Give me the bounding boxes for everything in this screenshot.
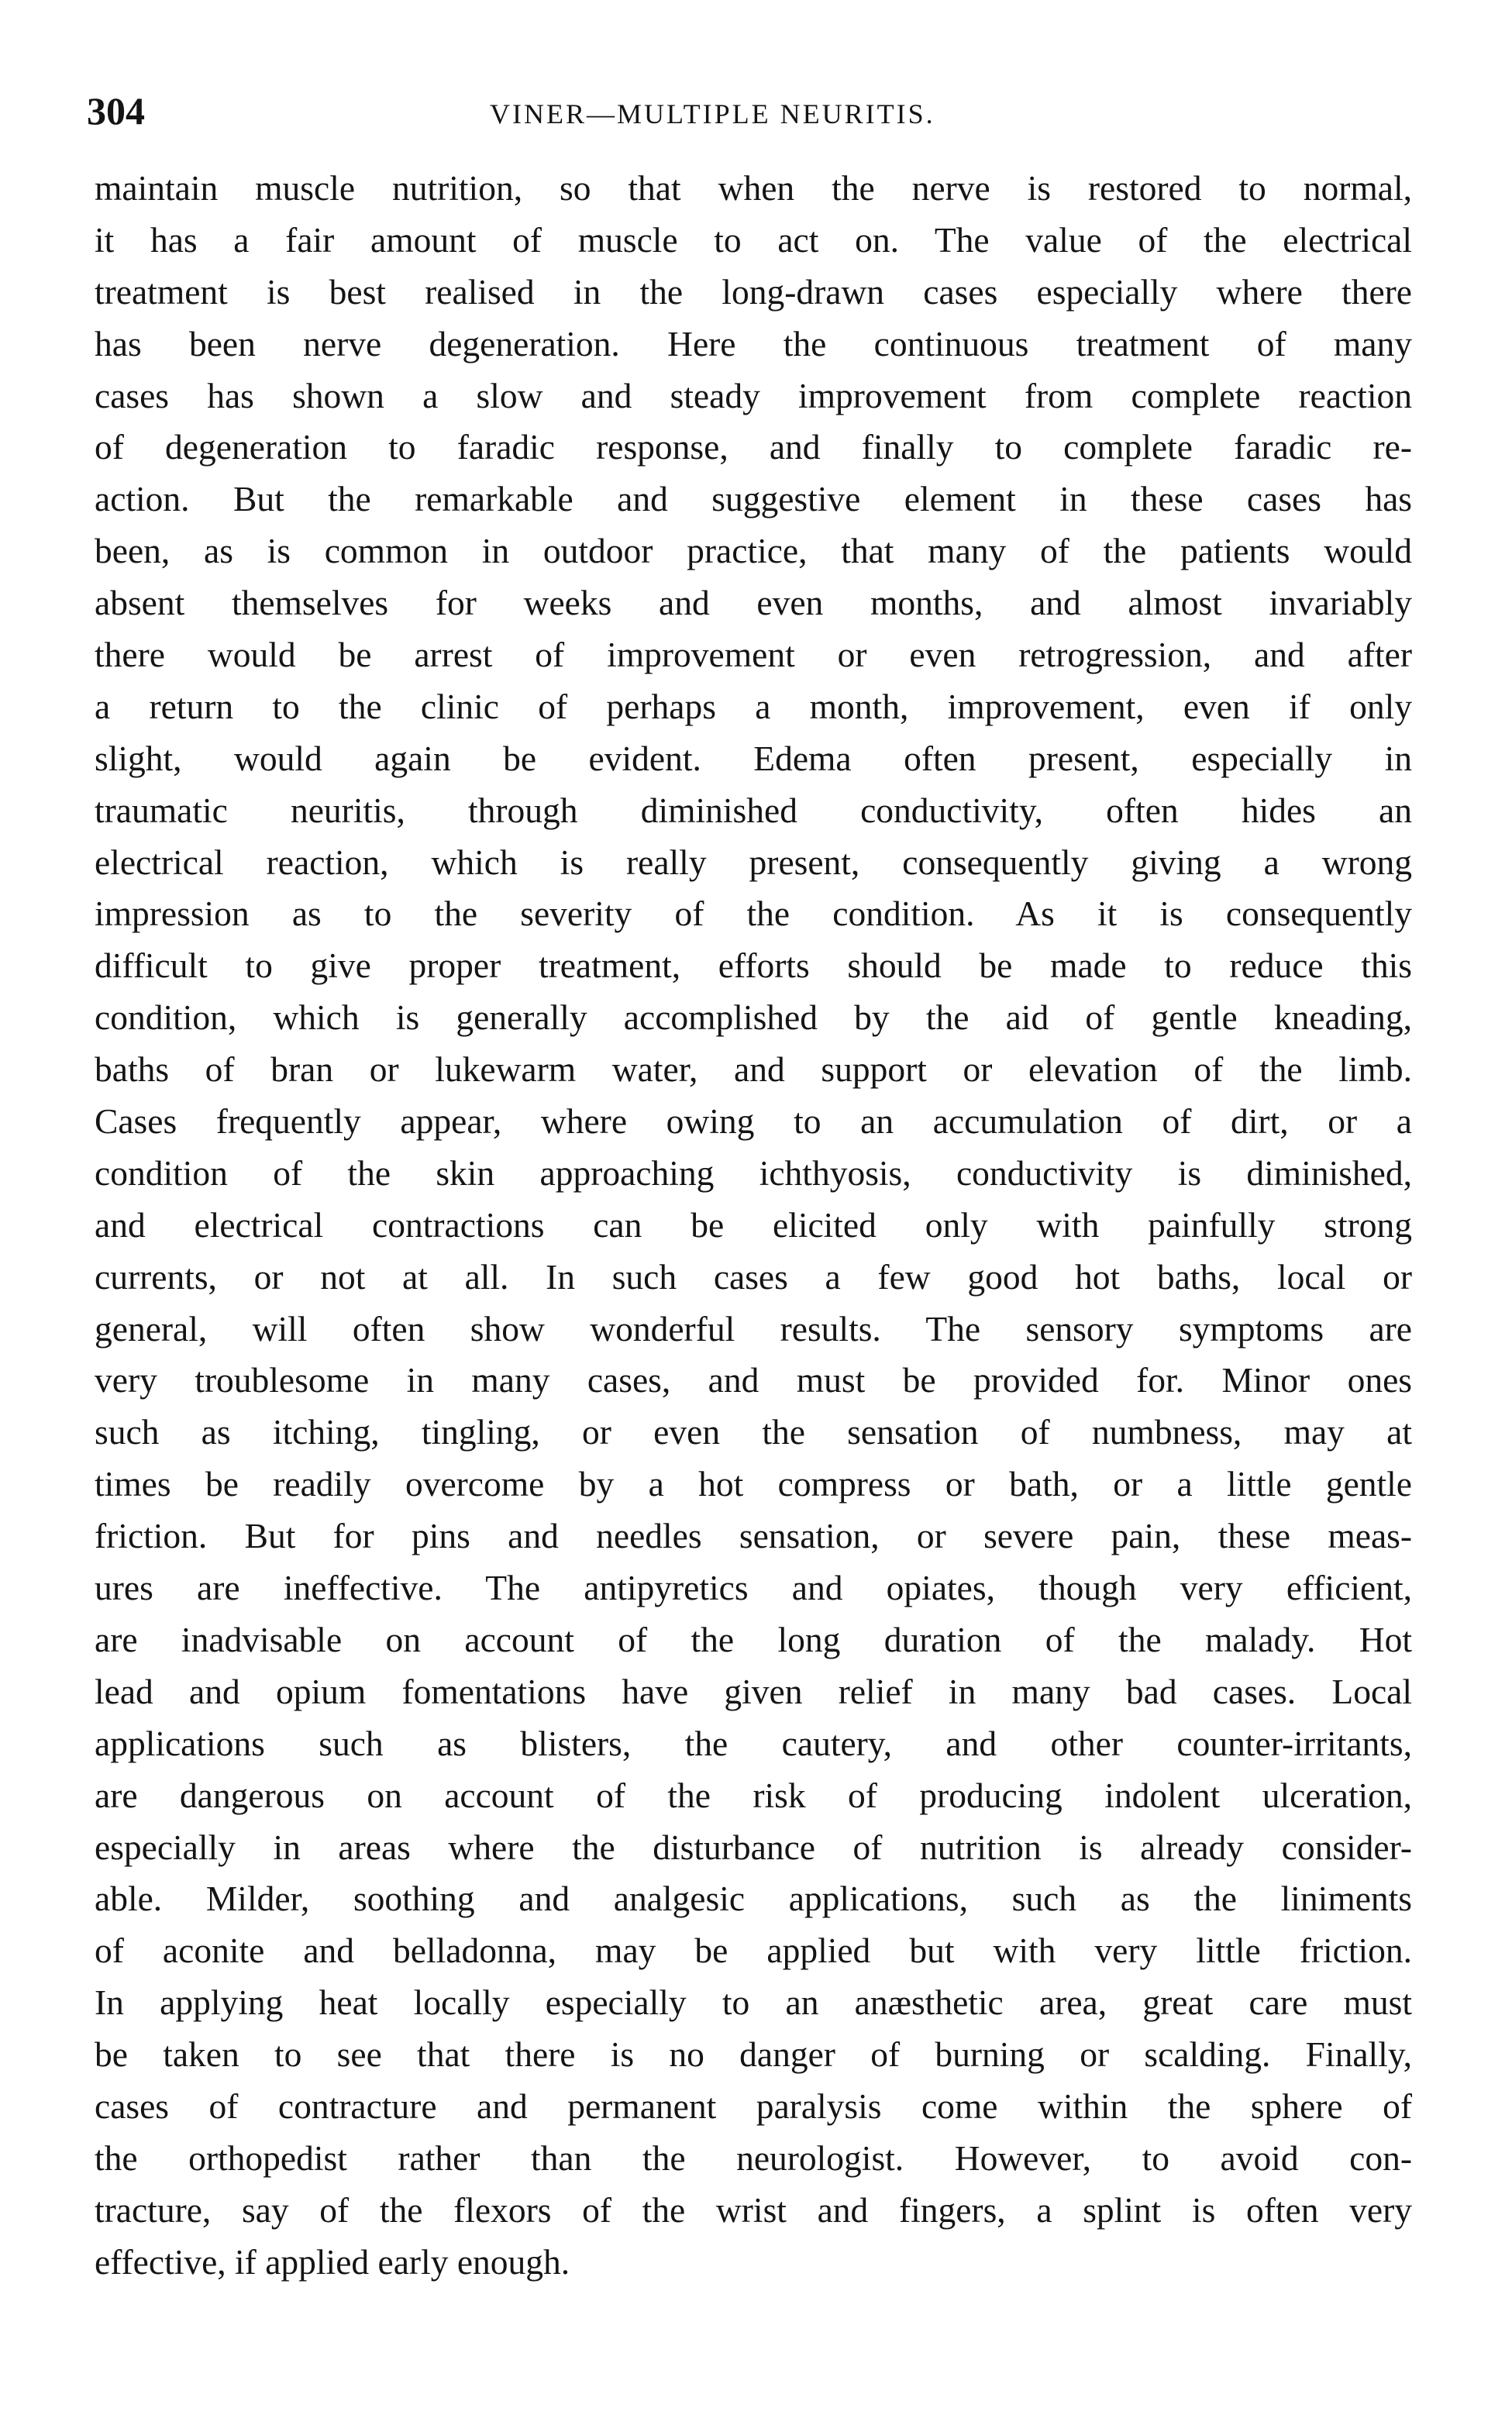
text-line: a return to the clinic of perhaps a month, improvement, even if only [95,686,1412,726]
text-line: very troublesome in many cases, and must be provided for. Minor ones [95,1360,1412,1400]
text-line: been, as is common in outdoor practice, that many of the patients would [95,531,1412,571]
text-line: currents, or not at all. In such cases a few good hot baths, local or [95,1256,1412,1297]
text-line: are dangerous on account of the risk of producing indolent ulceration, [95,1775,1412,1815]
text-line: of aconite and belladonna, may be applied but with very little friction. [95,1931,1412,1971]
text-line: effective, if applied early enough. [95,2241,570,2282]
text-line: baths of bran or lukewarm water, and support or elevation of the limb. [95,1049,1412,1090]
text-line: of degeneration to faradic response, and finally to complete faradic re- [95,427,1412,467]
text-line: has been nerve degeneration. Here the continuous treatment of many [95,323,1412,363]
running-title: VINER—MULTIPLE NEURITIS. [490,98,935,129]
text-line: absent themselves for weeks and even months, and almost invariably [95,583,1412,623]
text-line: are inadvisable on account of the long duration of the malady. Hot [95,1619,1412,1659]
text-line: ures are ineffective. The antipyretics and opiates, though very efficient, [95,1568,1412,1608]
text-line: Cases frequently appear, where owing to an accumulation of dirt, or a [95,1101,1412,1142]
text-line: condition of the skin approaching ichthyosis, conductivity is diminished, [95,1152,1412,1193]
running-head [87,84,1420,138]
text-line: especially in areas where the disturbance of nutrition is already consider- [95,1827,1412,1867]
text-line: In applying heat locally especially to an anæsthetic area, great care must [95,1982,1412,2023]
text-line: friction. But for pins and needles sensation, or severe pain, these meas- [95,1516,1412,1556]
page-number: 304 [87,89,145,133]
text-line: cases has shown a slow and steady improvement from complete reaction [95,375,1412,415]
text-line: able. Milder, soothing and analgesic applications, such as the liniments [95,1879,1412,1919]
text-line: general, will often show wonderful results. The sensory symptoms are [95,1308,1412,1349]
text-line: such as itching, tingling, or even the sensation of numbness, may at [95,1412,1412,1452]
text-line: lead and opium fomentations have given relief in many bad cases. Local [95,1671,1412,1711]
text-line: tracture, say of the flexors of the wrist and fingers, a splint is often very [95,2189,1412,2230]
text-line: be taken to see that there is no danger of burning or scalding. Finally, [95,2034,1412,2075]
text-line: cases of contracture and permanent paralysis come within the sphere of [95,2086,1412,2126]
text-line: times be readily overcome by a hot compress or bath, or a little gentle [95,1464,1412,1504]
text-line: it has a fair amount of muscle to act on. The value of the electrical [95,219,1412,260]
text-line: treatment is best realised in the long-drawn cases especially where there [95,271,1412,312]
text-line: there would be arrest of improvement or even retrogression, and after [95,635,1412,675]
text-line: action. But the remarkable and suggestive element in these cases has [95,479,1412,519]
text-line: condition, which is generally accomplished by the aid of gentle kneading, [95,997,1412,1038]
text-line: and electrical contractions can be elicited only with painfully strong [95,1204,1412,1245]
text-line: electrical reaction, which is really present, consequently giving a wrong [95,842,1412,882]
text-line: difficult to give proper treatment, efforts should be made to reduce this [95,946,1412,986]
text-line: maintain muscle nutrition, so that when the nerve is restored to normal, [95,168,1412,208]
body-paragraph [95,163,1412,2289]
text-line: traumatic neuritis, through diminished conductivity, often hides an [95,790,1412,830]
text-line: slight, would again be evident. Edema often present, especially in [95,738,1412,778]
text-line: applications such as blisters, the cautery, and other counter-irritants, [95,1723,1412,1763]
text-line: impression as to the severity of the condition. As it is consequently [95,894,1412,934]
text-line: the orthopedist rather than the neurologist. However, to avoid con- [95,2137,1412,2178]
